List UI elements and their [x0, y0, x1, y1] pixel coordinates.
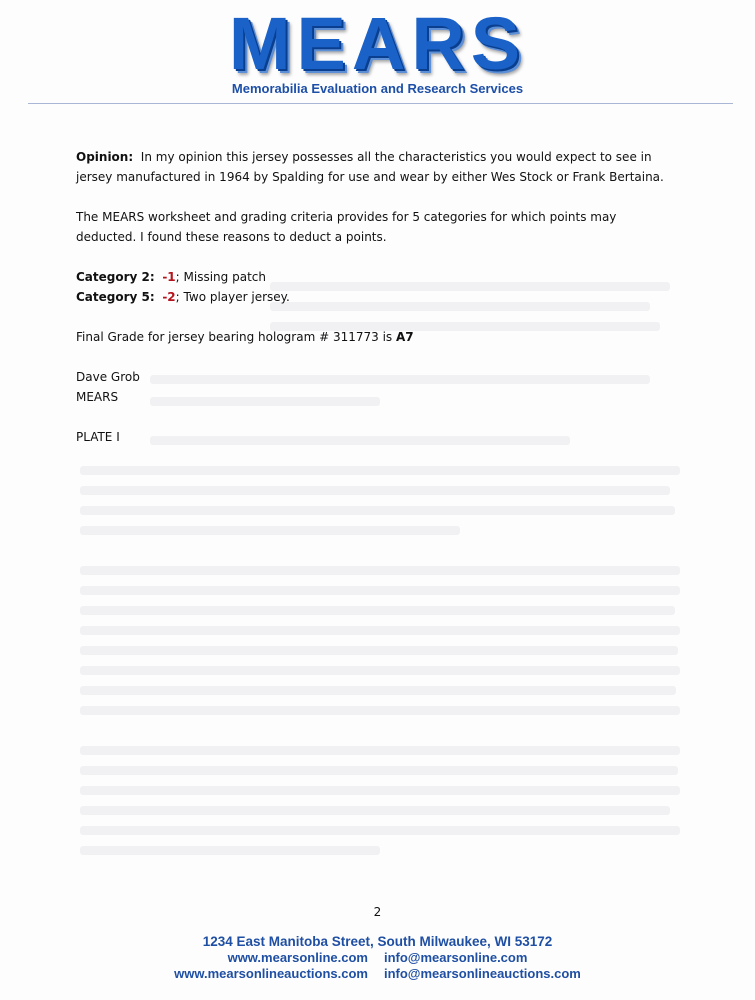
plate-label: PLATE I	[76, 430, 120, 444]
final-grade-value: A7	[395, 330, 414, 344]
show-through-line	[80, 606, 675, 615]
worksheet-paragraph: The MEARS worksheet and grading criteria provides for 5 categories for which points may deducted. I found these reasons to deduct a points.	[76, 210, 617, 244]
footer-auction-email-link[interactable]: info@mearsonlineauctions.com	[383, 966, 581, 981]
show-through-line	[80, 526, 460, 535]
footer-contact-line	[0, 966, 755, 982]
deduction-item	[76, 270, 266, 284]
show-through-line	[80, 666, 680, 675]
page-number: 2	[373, 905, 382, 919]
signature-block	[76, 367, 676, 407]
opinion-label: Opinion:	[76, 150, 134, 164]
deduction-category: Category 2:	[76, 270, 155, 284]
deduction-category: Category 5:	[76, 290, 155, 304]
show-through-line	[80, 486, 670, 495]
footer-auction-website-link[interactable]: www.mearsonlineauctions.com	[174, 966, 368, 981]
opinion-text: In my opinion this jersey possesses all the characteristics you would expect to see in jersey manufactured in 1964 by Spalding for use and wear by either Wes Stock or Frank Bertaina.	[76, 150, 664, 184]
deduction-item	[76, 290, 290, 304]
footer-email-link[interactable]: info@mearsonline.com	[383, 950, 528, 965]
final-grade-paragraph	[76, 327, 676, 347]
letterhead-tagline: Memorabilia Evaluation and Research Services	[231, 81, 524, 96]
letter-body	[76, 147, 676, 447]
show-through-line	[80, 706, 680, 715]
footer-website-link[interactable]: www.mearsonline.com	[227, 950, 368, 965]
show-through-line	[80, 566, 680, 575]
show-through-line	[80, 466, 680, 475]
signature-name: Dave Grob	[76, 370, 140, 384]
deduction-list	[76, 267, 676, 307]
show-through-line	[80, 506, 675, 515]
opinion-paragraph	[76, 147, 676, 187]
show-through-line	[80, 826, 680, 835]
signature-org: MEARS	[76, 390, 119, 404]
header-divider	[28, 103, 733, 104]
show-through-line	[80, 686, 676, 695]
letterhead-footer	[0, 934, 755, 982]
show-through-line	[80, 646, 678, 655]
deduction-points: -2	[162, 290, 176, 304]
mears-logo: MEARS	[228, 2, 527, 85]
deduction-reason: ; Missing patch	[175, 270, 266, 284]
footer-contact-line	[0, 950, 755, 966]
show-through-line	[80, 626, 680, 635]
deduction-points: -1	[162, 270, 176, 284]
footer-address: 1234 East Manitoba Street, South Milwaukee, WI 53172	[202, 934, 553, 949]
show-through-line	[80, 806, 670, 815]
final-grade-text: Final Grade for jersey bearing hologram # 311773 is	[76, 330, 393, 344]
show-through-line	[80, 586, 680, 595]
show-through-line	[80, 846, 380, 855]
show-through-line	[80, 786, 680, 795]
show-through-line	[80, 746, 680, 755]
show-through-line	[80, 766, 678, 775]
deduction-reason: ; Two player jersey.	[175, 290, 290, 304]
